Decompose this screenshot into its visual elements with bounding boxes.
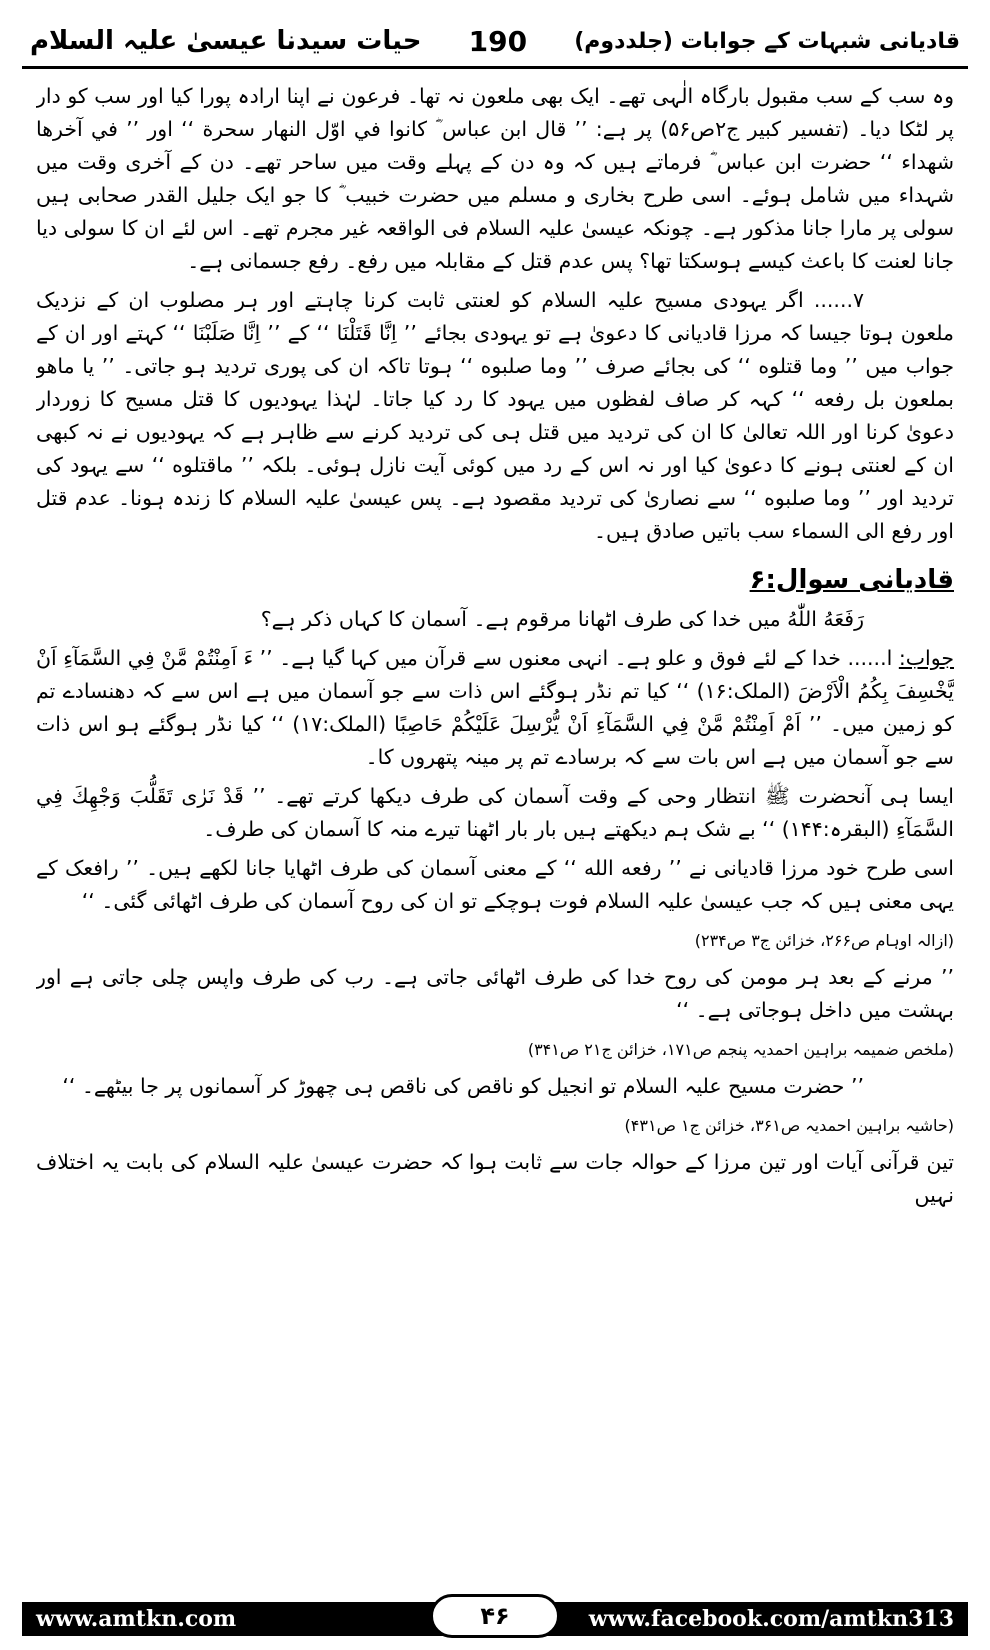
- answer-block: [36, 642, 954, 774]
- closing-line: تین قرآنی آیات اور تین مرزا کے حوالہ جات سے ثابت ہوا کہ حضرت عیسیٰ علیہ السلام کی بابت یہ اختلاف نہیں: [36, 1150, 954, 1207]
- footer-page-number: ۴۶: [430, 1594, 560, 1638]
- page-header: [30, 18, 960, 64]
- reference-2: (ملخص ضمیمہ براہین احمدیہ پنجم ص۱۷۱، خزائن ج۲۱ ص۳۴۱): [527, 1040, 954, 1059]
- quote-1: ’’ مرنے کے بعد ہر مومن کی روح خدا کی طرف اٹھائی جاتی ہے۔ رب کی طرف واپس چلی جاتی ہے اور بہشت میں داخل ہوجاتی ہے۔ ‘‘: [36, 965, 954, 1022]
- section-title: قادیانی شبہات کے جوابات (جلددوم): [574, 28, 960, 54]
- paragraph-1: وہ سب کے سب مقبول بارگاہ الٰہی تھے۔ ایک بھی ملعون نہ تھا۔ فرعون نے اپنا ارادہ پورا کیا اور سب کو دار پر لٹکا دیا۔ (تفسیر کبیر ج۲ص۵۶) پر ہے: ’’ قال ابن عباس ؓ كانوا في اوّل النهار سحرة ‘‘ اور ’’ في آخرها شهداء ‘‘ حضرت ابن عباس ؓ فرماتے ہیں کہ وہ دن کے پہلے وقت میں ساحر تھے۔ دن کے آخری وقت میں شہداء میں شامل ہوئے۔ اسی طرح بخاری و مسلم میں حضرت خبیب ؓ کا جو ایک جلیل القدر صحابی ہیں سولی پر مارا جانا مذکور ہے۔ چونکہ عیسیٰ علیہ السلام فی الواقعہ غیر مجرم تھے۔ اس لئے ان کا سولی دیا جانا لعنت کا باعث کیسے ہوسکتا تھا؟ پس عدم قتل کے مقابلہ میں رفع۔ رفع جسمانی ہے۔: [36, 84, 954, 273]
- question-heading: قادیانی سوال:۶: [749, 565, 954, 595]
- reference-1: (ازالہ اوہام ص۲۶۶، خزائن ج۳ ص۲۳۴): [694, 931, 954, 950]
- answer-label: جواب:: [898, 646, 954, 670]
- quote-2: ’’ حضرت مسیح علیہ السلام تو انجیل کو ناقص کی ناقص ہی چھوڑ کر آسمانوں پر جا بیٹھے۔ ‘‘: [62, 1074, 864, 1098]
- header-page-number: 190: [468, 24, 528, 58]
- reference-3: (حاشیہ براہین احمدیہ ص۳۶۱، خزائن ج۱ ص۴۳۱): [624, 1116, 954, 1135]
- answer-paragraph-1: ا...... خدا کے لئے فوق و علو ہے۔ انہی معنوں سے قرآن میں کہا گیا ہے۔ ’’ ءَ اَمِنْتُمْ مَّنْ فِي السَّمَآءِ اَنْ يَّخْسِفَ بِكُمُ الْاَرْضَ (الملک:۱۶) ‘‘ کیا تم نڈر ہوگئے اس ذات سے جو آسمان میں ہے اس سے کہ دھنسادے تم کو زمین میں۔ ’’ اَمْ اَمِنْتُمْ مَّنْ فِي السَّمَآءِ اَنْ يُّرْسِلَ عَلَيْكُمْ حَاصِبًا (الملک:۱۷) ‘‘ کیا نڈر ہوگئے ہو اس ذات سے جو آسمان میں ہے اس بات سے کہ برسادے تم پر مینہ پتھروں کا۔: [36, 646, 954, 769]
- paragraph-2: ۷...... اگر یہودی مسیح علیہ السلام کو لعنتی ثابت کرنا چاہتے اور ہر مصلوب ان کے نزدیک ملعون ہوتا جیسا کہ مرزا قادیانی کا دعویٰ ہے تو یہودی بجائے ’’ اِنَّا قَتَلْنَا ‘‘ کے ’’ اِنَّا صَلَبْنَا ‘‘ کہتے اور ان کے جواب میں ’’ وما قتلوه ‘‘ کی بجائے صرف ’’ وما صلبوه ‘‘ ہوتا تاکہ ان کی پوری تردید ہو جاتی۔ ’’ يا ماهو بملعون بل رفعه ‘‘ کہہ کر صاف لفظوں میں یہود کا رد کیا جاتا۔ لہٰذا یہودیوں کا قتل مسیح کا زوردار دعویٰ کرنا اور اللہ تعالیٰ کا ان کی تردید میں قتل ہی کی تردید کرنے سے ظاہر ہے کہ یہودیوں نے نہ کبھی ان کے لعنتی ہونے کا دعویٰ کیا اور نہ اس کے رد میں کوئی آیت نازل ہوئی۔ بلکہ ’’ ماقتلوه ‘‘ سے یہود کی تردید اور ’’ وما صلبوه ‘‘ سے نصاریٰ کی تردید مقصود ہے۔ پس عیسیٰ علیہ السلام کا زندہ ہونا۔ عدم قتل اور رفع الی السماء سب باتیں صادق ہیں۔: [36, 288, 954, 543]
- page-body: [36, 80, 954, 1515]
- footer-left-url[interactable]: www.amtkn.com: [36, 1606, 237, 1632]
- question-text: رَفَعَهُ اللّٰهُ میں خدا کی طرف اٹھانا مرقوم ہے۔ آسمان کا کہاں ذکر ہے؟: [260, 607, 864, 631]
- book-title: حیات سیدنا عیسیٰ علیہ السلام: [30, 26, 422, 56]
- answer-paragraph-3: اسی طرح خود مرزا قادیانی نے ’’ رفعه الله ‘‘ کے معنی آسمان کی طرف اٹھایا جانا لکھے ہیں۔ ’’ رافعک کے یہی معنی ہیں کہ جب عیسیٰ علیہ السلام فوت ہوچکے تو ان کی روح آسمان کی طرف اٹھائی گئی۔ ‘‘: [36, 856, 954, 913]
- answer-paragraph-2: ایسا ہی آنحضرت ﷺ انتظار وحی کے وقت آسمان کی طرف دیکھا کرتے تھے۔ ’’ قَدْ نَرٰى تَقَلُّبَ وَجْهِكَ فِي السَّمَآءِ (البقرہ:۱۴۴) ‘‘ بے شک ہم دیکھتے ہیں بار بار اٹھنا تیرے منہ کا آسمان کی طرف۔: [36, 784, 954, 841]
- header-rule: [22, 66, 968, 69]
- footer-right-url[interactable]: www.facebook.com/amtkn313: [588, 1606, 954, 1632]
